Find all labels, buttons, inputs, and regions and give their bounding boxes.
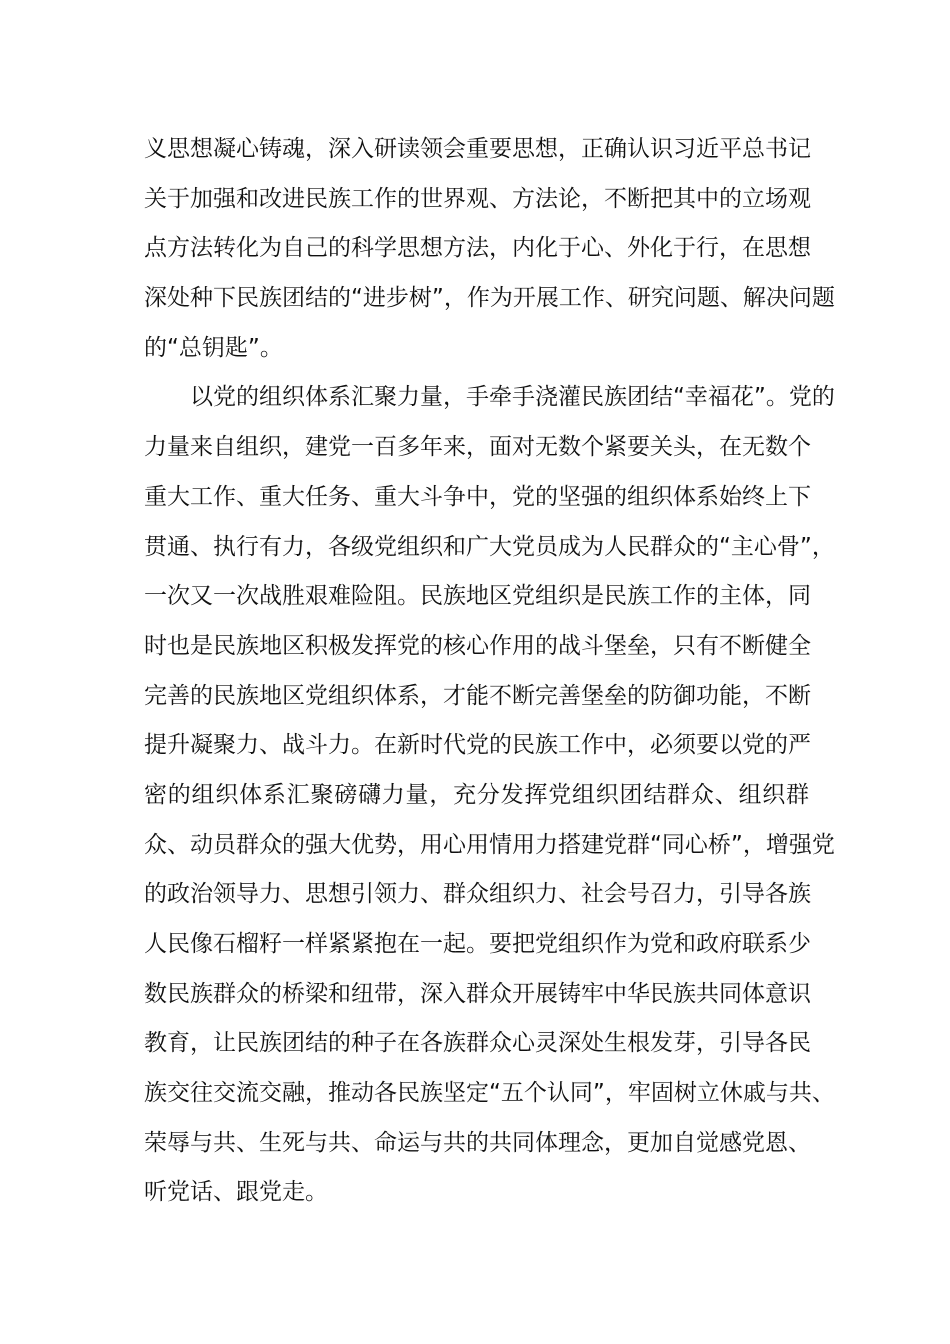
text-line: 密的组织体系汇聚磅礴力量，充分发挥党组织团结群众、组织群 (144, 781, 809, 808)
text-line: 人民像石榴籽一样紧紧抱在一起。要把党组织作为党和政府联系少 (144, 931, 811, 957)
text-line: 贯通、执行有力，各级党组织和广大党员成为人民群众的“主心骨”， (144, 533, 835, 560)
paragraph-first-line: 以党的组织体系汇聚力量，手牵手浇灌民族团结“幸福花”。党的 (190, 384, 835, 411)
body-text (144, 125, 835, 1218)
text-line: 一次又一次战胜艰难险阻。民族地区党组织是民族工作的主体，同 (144, 583, 811, 610)
text-line: 的“总钥匙”。 (144, 334, 283, 361)
text-line: 听党话、跟党走。 (144, 1179, 328, 1206)
text-line: 义思想凝心铸魂，深入研读领会重要思想，正确认识习近平总书记 (144, 136, 811, 162)
text-line: 提升凝聚力、战斗力。在新时代党的民族工作中，必须要以党的严 (144, 732, 811, 759)
text-line: 荣辱与共、生死与共、命运与共的共同体理念，更加自觉感党恩、 (144, 1129, 811, 1156)
text-line: 族交往交流交融，推动各民族坚定“五个认同”，牢固树立休戚与共、 (144, 1080, 835, 1107)
text-line: 完善的民族地区党组织体系，才能不断完善堡垒的防御功能，不断 (144, 682, 811, 709)
text-line: 点方法转化为自己的科学思想方法，内化于心、外化于行，在思想 (144, 235, 811, 262)
text-line: 关于加强和改进民族工作的世界观、方法论，不断把其中的立场观 (144, 185, 811, 212)
text-line: 力量来自组织，建党一百多年来，面对无数个紧要关头，在无数个 (144, 434, 811, 461)
text-line: 教育，让民族团结的种子在各族群众心灵深处生根发芽，引导各民 (144, 1030, 811, 1057)
text-line: 的政治领导力、思想引领力、群众组织力、社会号召力，引导各族 (144, 881, 811, 908)
text-line: 重大工作、重大任务、重大斗争中，党的坚强的组织体系始终上下 (144, 483, 811, 510)
text-line: 深处种下民族团结的“进步树”，作为开展工作、研究问题、解决问题 (144, 285, 835, 312)
text-line: 数民族群众的桥梁和纽带，深入群众开展铸牢中华民族共同体意识 (144, 980, 811, 1007)
text-line: 时也是民族地区积极发挥党的核心作用的战斗堡垒，只有不断健全 (144, 632, 811, 659)
text-line: 众、动员群众的强大优势，用心用情用力搭建党群“同心桥”，增强党 (144, 831, 835, 858)
